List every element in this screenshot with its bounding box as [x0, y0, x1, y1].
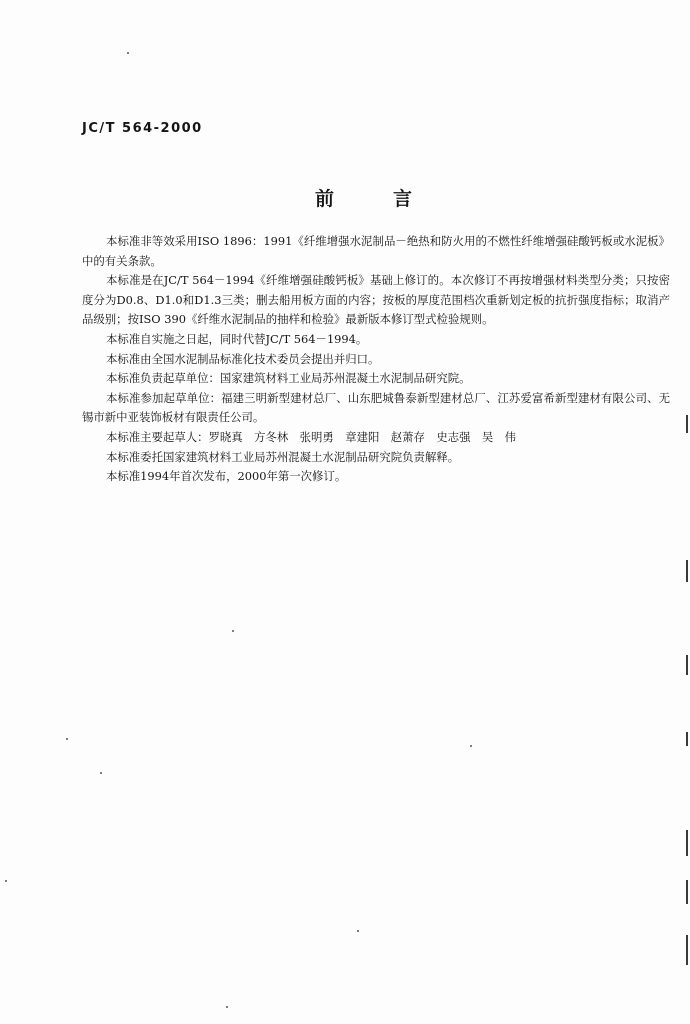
scan-edge-mark [686, 732, 688, 746]
paragraph-interpretation: 本标准委托国家建筑材料工业局苏州混凝土水泥制品研究院负责解释。 [106, 449, 460, 464]
paragraph-participating-drafters: 本标准参加起草单位：福建三明新型建材总厂、山东肥城鲁泰新型建材总厂、江苏爱富希新型建材有限公司、无锡市新中亚装饰板材有限责任公司。 [82, 390, 670, 425]
scan-edge-mark [686, 880, 688, 904]
scan-speck [232, 630, 234, 632]
scan-speck [66, 738, 68, 740]
title-char-2: 言 [393, 188, 413, 210]
scan-edge-mark [686, 830, 688, 856]
paragraph-replacement: 本标准自实施之日起，同时代替JC/T 564－1994。 [106, 331, 368, 346]
foreword-body [82, 232, 670, 487]
scan-speck [5, 880, 7, 882]
scan-speck [127, 52, 129, 54]
scan-speck [470, 745, 472, 747]
scan-edge-mark [686, 415, 688, 433]
paragraph-main-drafters: 本标准主要起草人：罗晓真 方冬林 张明勇 章建阳 赵萧存 史志强 吴 伟 [106, 429, 517, 444]
scan-edge-mark [686, 560, 688, 582]
scan-speck [226, 1006, 228, 1008]
scan-edge-mark [686, 655, 688, 675]
scan-edge-mark [686, 935, 688, 965]
scan-speck [100, 772, 102, 774]
paragraph-history: 本标准1994年首次发布，2000年第一次修订。 [106, 469, 347, 484]
paragraph-revision: 本标准是在JC/T 564－1994《纤维增强硅酸钙板》基础上修订的。本次修订不再按增强材料类型分类；只按密度分为D0.8、D1.0和D1.3三类；删去船用板方面的内容；按板的厚度范围档次重新划定板的抗折强度指标；取消产品级别；按ISO 390《纤维水泥制品的抽样和检验》最新版本修订型式检验规则。 [82, 273, 670, 327]
document-code: JC/T 564-2000 [82, 121, 203, 136]
paragraph-adoption: 本标准非等效采用ISO 1896：1991《纤维增强水泥制品－绝热和防火用的不燃性纤维增强硅酸钙板或水泥板》中的有关条款。 [82, 234, 670, 268]
scan-speck [357, 930, 359, 932]
title-char-1: 前 [315, 188, 335, 210]
paragraph-proposer: 本标准由全国水泥制品标准化技术委员会提出并归口。 [106, 351, 380, 366]
paragraph-lead-drafter: 本标准负责起草单位：国家建筑材料工业局苏州混凝土水泥制品研究院。 [106, 371, 471, 386]
